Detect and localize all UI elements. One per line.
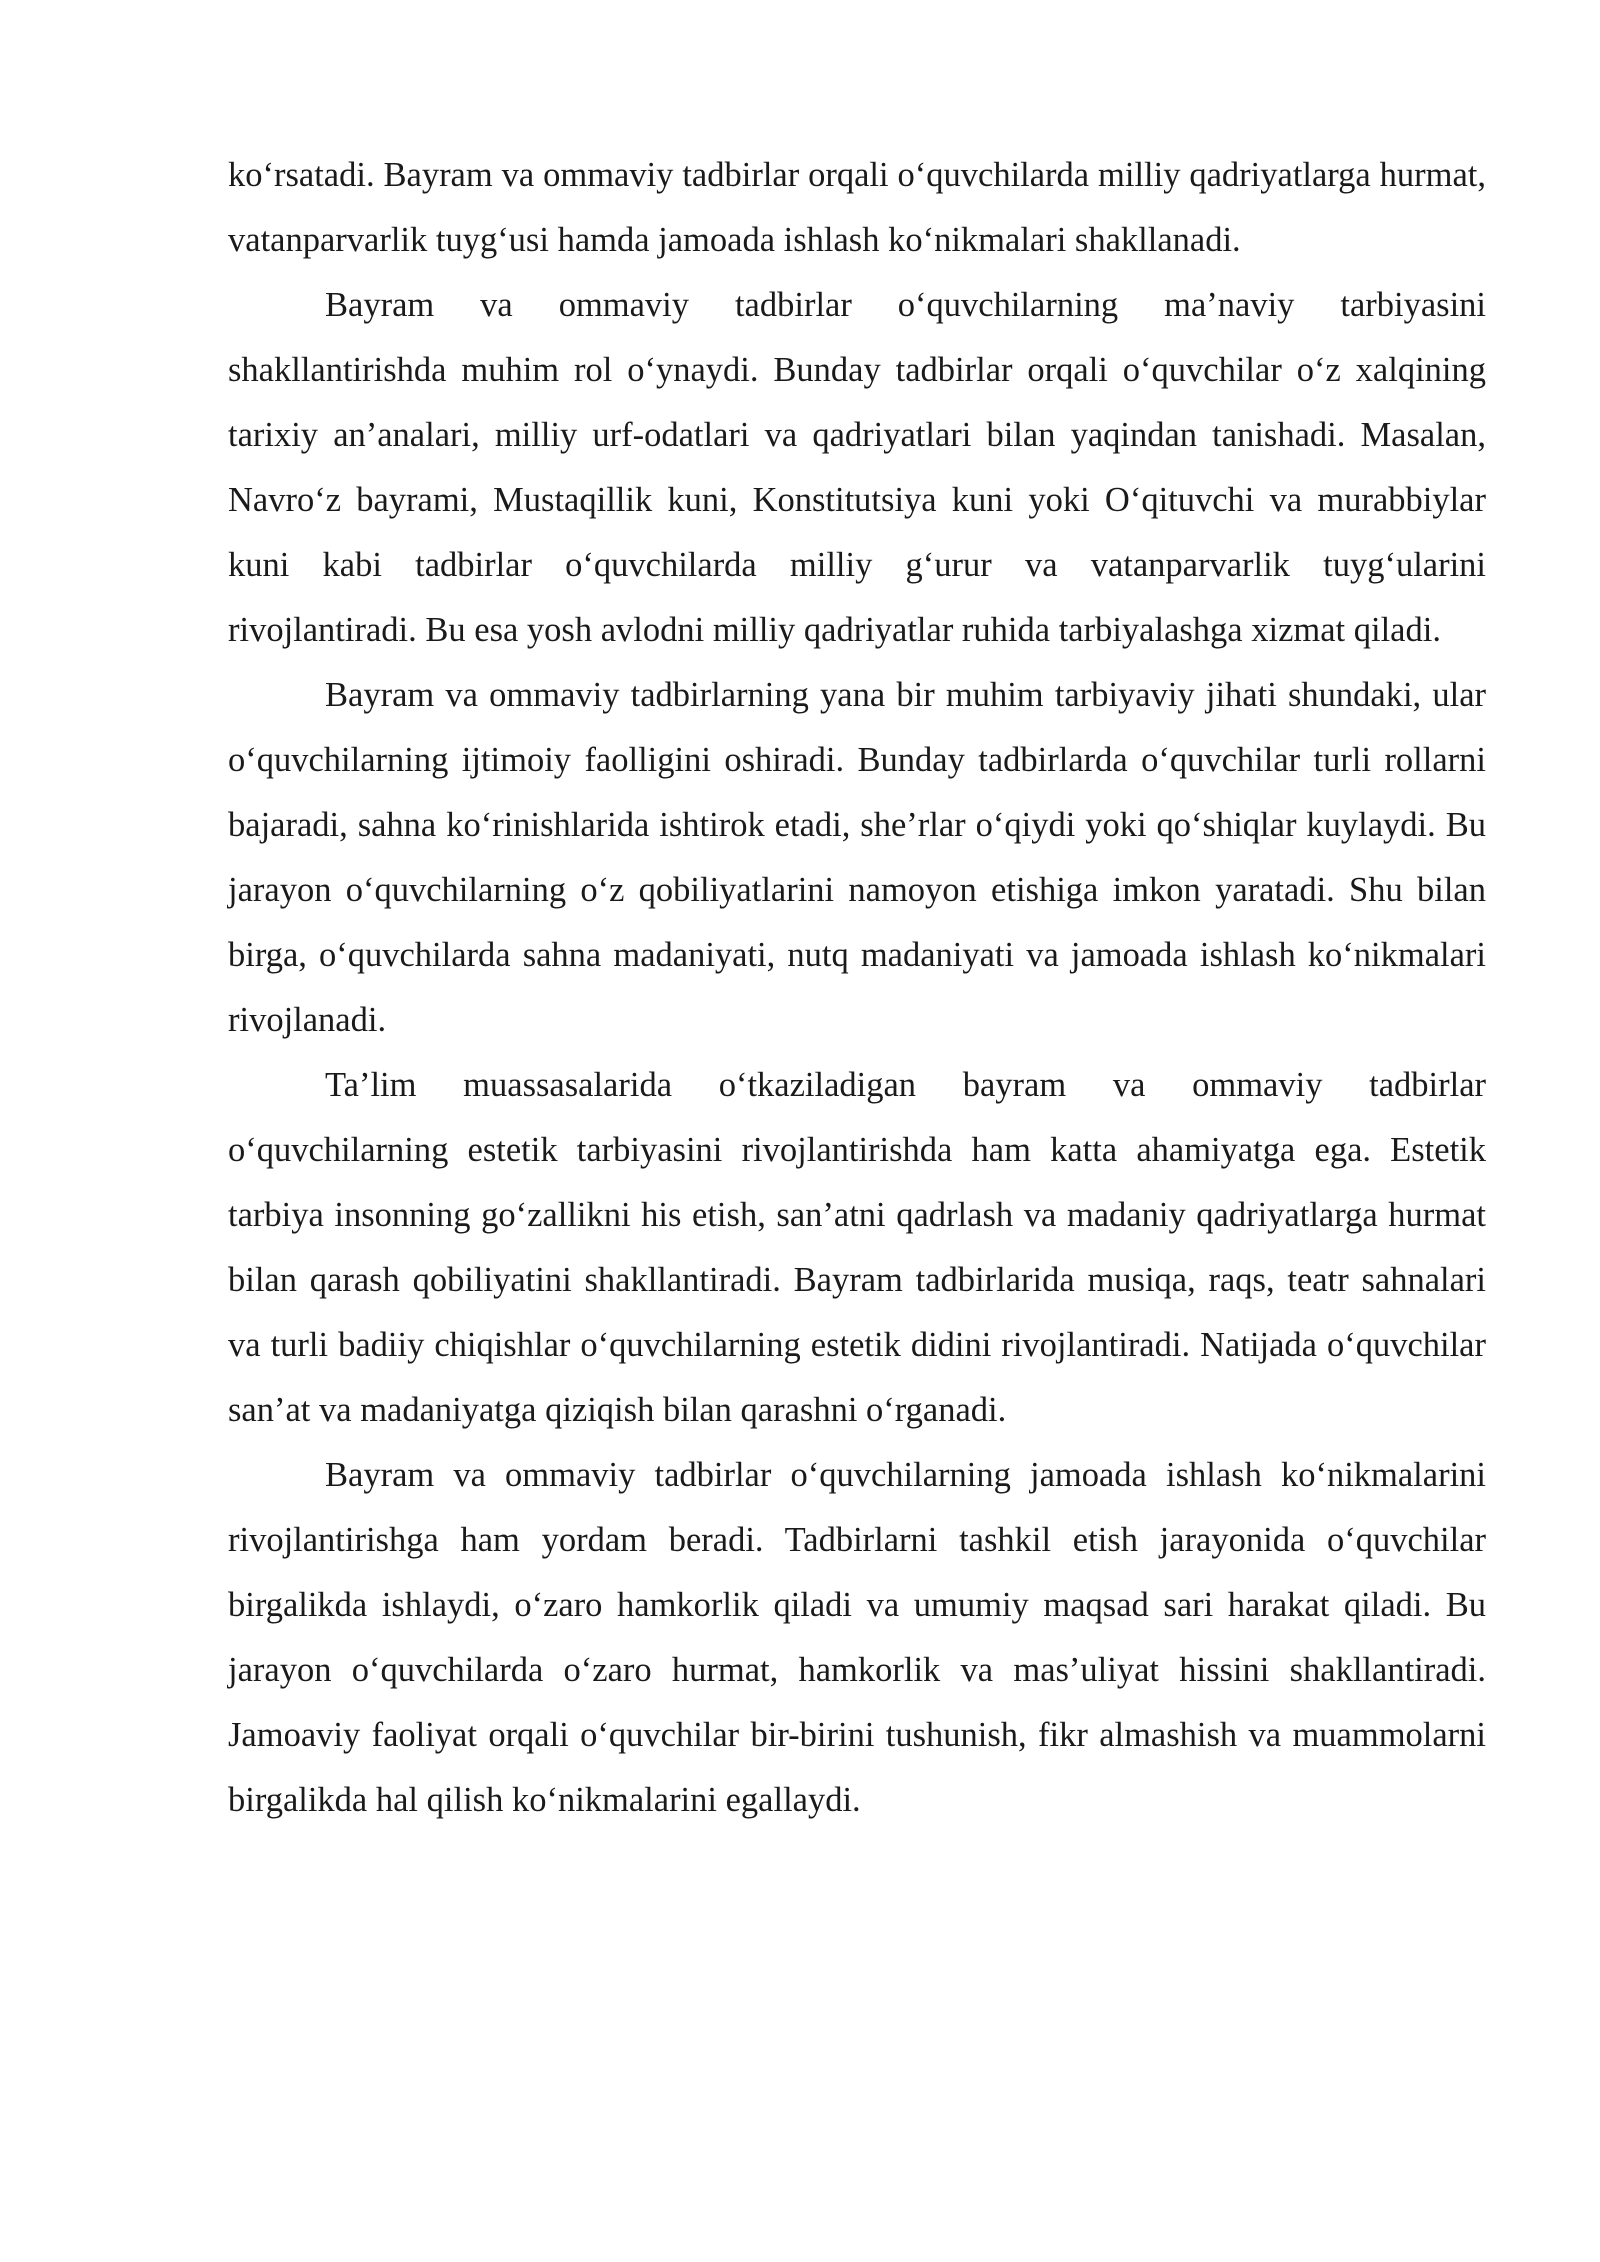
paragraph-teamwork: Bayram va ommaviy tadbirlar o‘quvchilarning jamoada ishlash ko‘nikmalarini rivojlantirishga ham yordam beradi. Tadbirlarni tashkil etish jarayonida o‘quvchilar birgalikda ishlaydi, o‘zaro hamkorlik qiladi va umumiy maqsad sari harakat qiladi. Bu jarayon o‘quvchilarda o‘zaro hurmat, hamkorlik va mas’uliyat hissini shakllantiradi. Jamoaviy faoliyat orqali o‘quvchilar bir-birini tushunish, fikr almashish va muammolarni birgalikda hal qilish ko‘nikmalarini egallaydi. xyxy=(228,1456,1486,1819)
paragraph-continuation: ko‘rsatadi. Bayram va ommaviy tadbirlar orqali o‘quvchilarda milliy qadriyatlarga hurmat, vatanparvarlik tuyg‘usi hamda jamoada ishlash ko‘nikmalari shakllanadi. xyxy=(228,156,1486,259)
paragraph-aesthetic-education: Ta’lim muassasalarida o‘tkaziladigan bayram va ommaviy tadbirlar o‘quvchilarning estetik tarbiyasini rivojlantirishda ham katta ahamiyatga ega. Estetik tarbiya insonning go‘zallikni his etish, san’atni qadrlash va madaniy qadriyatlarga hurmat bilan qarash qobiliyatini shakllantiradi. Bayram tadbirlarida musiqa, raqs, teatr sahnalari va turli badiiy chiqishlar o‘quvchilarning estetik didini rivojlantiradi. Natijada o‘quvchilar san’at va madaniyatga qiziqish bilan qarashni o‘rganadi. xyxy=(228,1066,1486,1429)
paragraph-social-activity: Bayram va ommaviy tadbirlarning yana bir muhim tarbiyaviy jihati shundaki, ular o‘quvchilarning ijtimoiy faolligini oshiradi. Bunday tadbirlarda o‘quvchilar turli rollarni bajaradi, sahna ko‘rinishlarida ishtirok etadi, she’rlar o‘qiydi yoki qo‘shiqlar kuylaydi. Bu jarayon o‘quvchilarning o‘z qobiliyatlarini namoyon etishiga imkon yaratadi. Shu bilan birga, o‘quvchilarda sahna madaniyati, nutq madaniyati va jamoada ishlash ko‘nikmalari rivojlanadi. xyxy=(228,676,1486,1039)
paragraph-spiritual-education: Bayram va ommaviy tadbirlar o‘quvchilarning ma’naviy tarbiyasini shakllantirishda muhim rol o‘ynaydi. Bunday tadbirlar orqali o‘quvchilar o‘z xalqining tarixiy an’analari, milliy urf-odatlari va qadriyatlari bilan yaqindan tanishadi. Masalan, Navro‘z bayrami, Mustaqillik kuni, Konstitutsiya kuni yoki O‘qituvchi va murabbiylar kuni kabi tadbirlar o‘quvchilarda milliy g‘urur va vatanparvarlik tuyg‘ularini rivojlantiradi. Bu esa yosh avlodni milliy qadriyatlar ruhida tarbiyalashga xizmat qiladi. xyxy=(228,286,1486,649)
body-text xyxy=(228,143,1486,1833)
